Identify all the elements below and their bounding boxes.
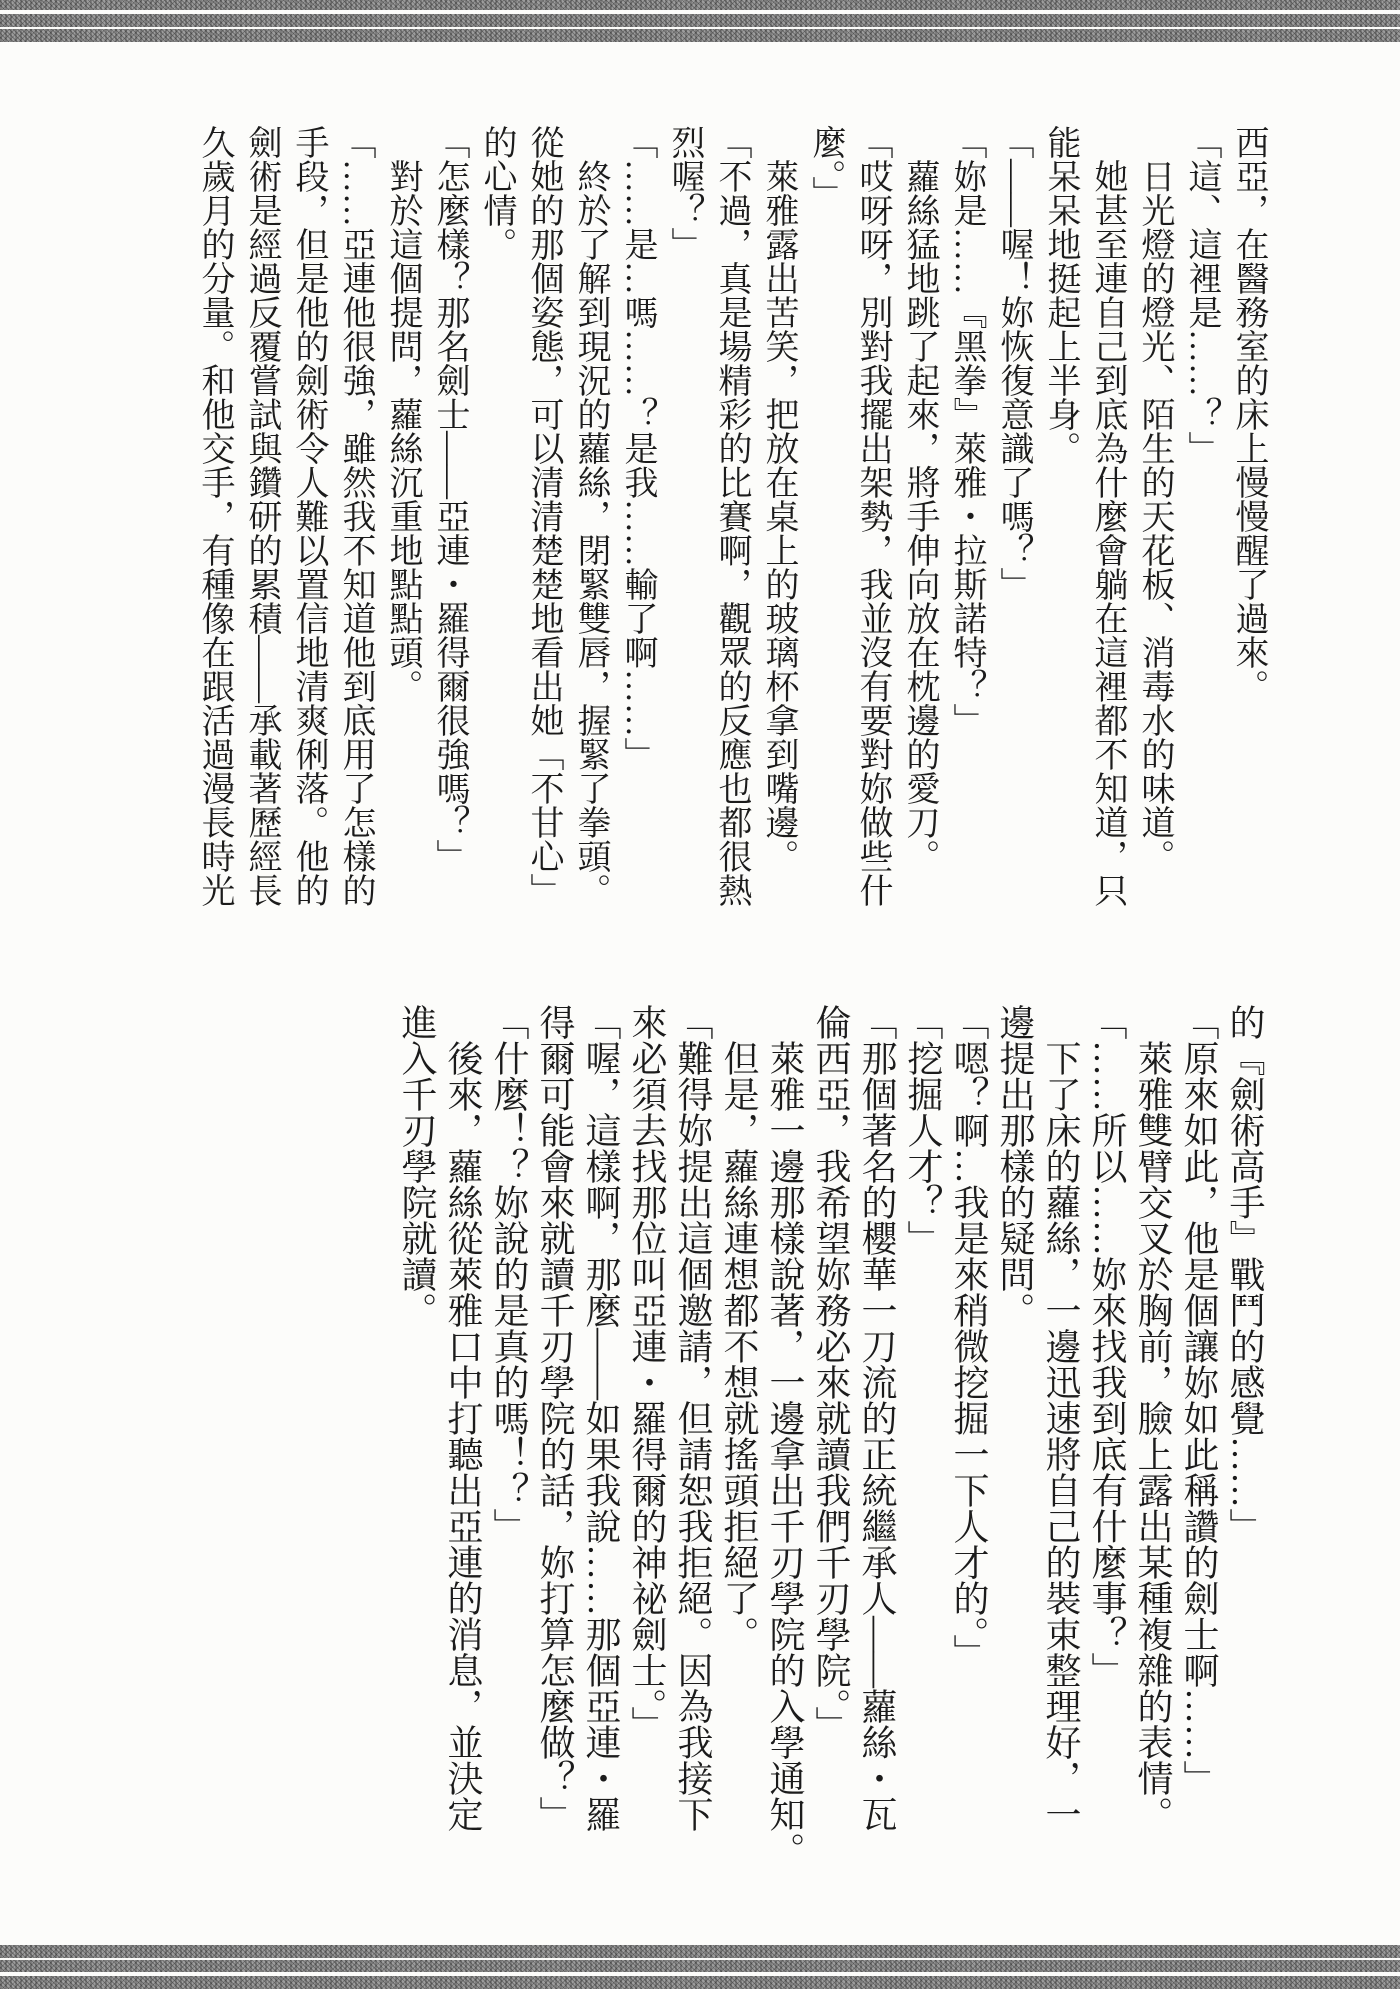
text-column: 「原來如此，他是個讓妳如此稱讚的劍士啊……」	[1179, 1004, 1219, 1796]
text-column: 倫西亞，我希望妳務必來就讀我們千刃學院。」	[811, 1004, 851, 1742]
text-column: 「什麼！？妳說的是真的嗎！？」	[489, 1004, 529, 1544]
text-column: 能呆呆地挺起上半身。	[1042, 125, 1079, 465]
stripe	[0, 0, 1400, 10]
text-column: 後來，蘿絲從萊雅口中打聽出亞連的消息，並決定	[443, 1004, 483, 1832]
novel-text-block-lower	[394, 1004, 1268, 1868]
text-column: 她甚至連自己到底為什麼會躺在這裡都不知道，只	[1089, 125, 1126, 907]
text-column: 「……是…嗎……？是我……輸了啊……」	[619, 125, 656, 771]
text-column: 終於了解到現況的蘿絲，閉緊雙唇，握緊了拳頭。	[572, 125, 609, 907]
text-column: 「喔，這樣啊，那麼——如果我說……那個亞連・羅	[581, 1004, 621, 1832]
text-column: 蘿絲猛地跳了起來，將手伸向放在枕邊的愛刀。	[901, 125, 938, 873]
text-column: 「這、這裡是……？」	[1183, 125, 1220, 465]
text-column: 下了床的蘿絲，一邊迅速將自己的裝束整理好，一	[1041, 1004, 1081, 1832]
text-column: 西亞，在醫務室的床上慢慢醒了過來。	[1230, 125, 1267, 703]
top-border-ornament	[0, 0, 1400, 42]
text-column: 的心情。	[478, 125, 515, 261]
text-column: 「哎呀呀，別對我擺出架勢，我並沒有要對妳做些什	[854, 125, 891, 907]
text-column: 「妳是……『黑拳』萊雅・拉斯諾特？」	[948, 125, 985, 737]
text-column: 萊雅一邊那樣說著，一邊拿出千刃學院的入學通知。	[765, 1004, 805, 1868]
text-column: 「……所以……妳來找我到底有什麼事？」	[1087, 1004, 1127, 1688]
text-column: 對於這個提問，蘿絲沉重地點點頭。	[384, 125, 421, 703]
text-column: 烈喔？」	[666, 125, 703, 261]
text-column: 邊提出那樣的疑問。	[995, 1004, 1035, 1328]
stripe	[0, 1976, 1400, 1989]
text-column: 「怎麼樣？那名劍士——亞連・羅得爾很強嗎？」	[431, 125, 468, 873]
text-column: 「嗯？啊…我是來稍微挖掘一下人才的。」	[949, 1004, 989, 1670]
text-column: 從她的那個姿態，可以清清楚楚地看出她「不甘心」	[525, 125, 562, 907]
text-column: 麼。」	[807, 125, 844, 210]
text-column: 來必須去找那位叫亞連・羅得爾的神祕劍士。」	[627, 1004, 667, 1742]
text-column: 「不過，真是場精彩的比賽啊，觀眾的反應也都很熱	[713, 125, 750, 907]
text-column: 日光燈的燈光、陌生的天花板、消毒水的味道。	[1136, 125, 1173, 873]
bottom-border-ornament	[0, 1945, 1400, 1989]
stripe	[0, 1960, 1400, 1972]
novel-text-block-upper	[191, 125, 1272, 911]
text-column: 「難得妳提出這個邀請，但請恕我拒絕。因為我接下	[673, 1004, 713, 1832]
text-column: 劍術是經過反覆嘗試與鑽研的累積——承載著歷經長	[243, 125, 280, 907]
stripe	[0, 1945, 1400, 1958]
text-column: 但是，蘿絲連想都不想就搖頭拒絕了。	[719, 1004, 759, 1652]
text-column: 進入千刃學院就讀。	[397, 1004, 437, 1328]
stripe	[0, 14, 1400, 27]
stripe	[0, 29, 1400, 42]
text-column: 久歲月的分量。和他交手，有種像在跟活過漫長時光	[196, 125, 233, 907]
text-column: 萊雅雙臂交叉於胸前，臉上露出某種複雜的表情。	[1133, 1004, 1173, 1832]
text-column: 「——喔！妳恢復意識了嗎？」	[995, 125, 1032, 601]
text-column: 的『劍術高手』戰鬥的感覺……」	[1225, 1004, 1265, 1544]
text-column: 得爾可能會來就讀千刃學院的話，妳打算怎麼做？」	[535, 1004, 575, 1832]
text-column: 「那個著名的櫻華一刀流的正統繼承人——蘿絲・瓦	[857, 1004, 897, 1832]
text-column: 「挖掘人才？」	[903, 1004, 943, 1256]
text-column: 手段，但是他的劍術令人難以置信地清爽俐落。他的	[290, 125, 327, 907]
text-column: 「……亞連他很強，雖然我不知道他到底用了怎樣的	[337, 125, 374, 907]
text-column: 萊雅露出苦笑，把放在桌上的玻璃杯拿到嘴邊。	[760, 125, 797, 873]
